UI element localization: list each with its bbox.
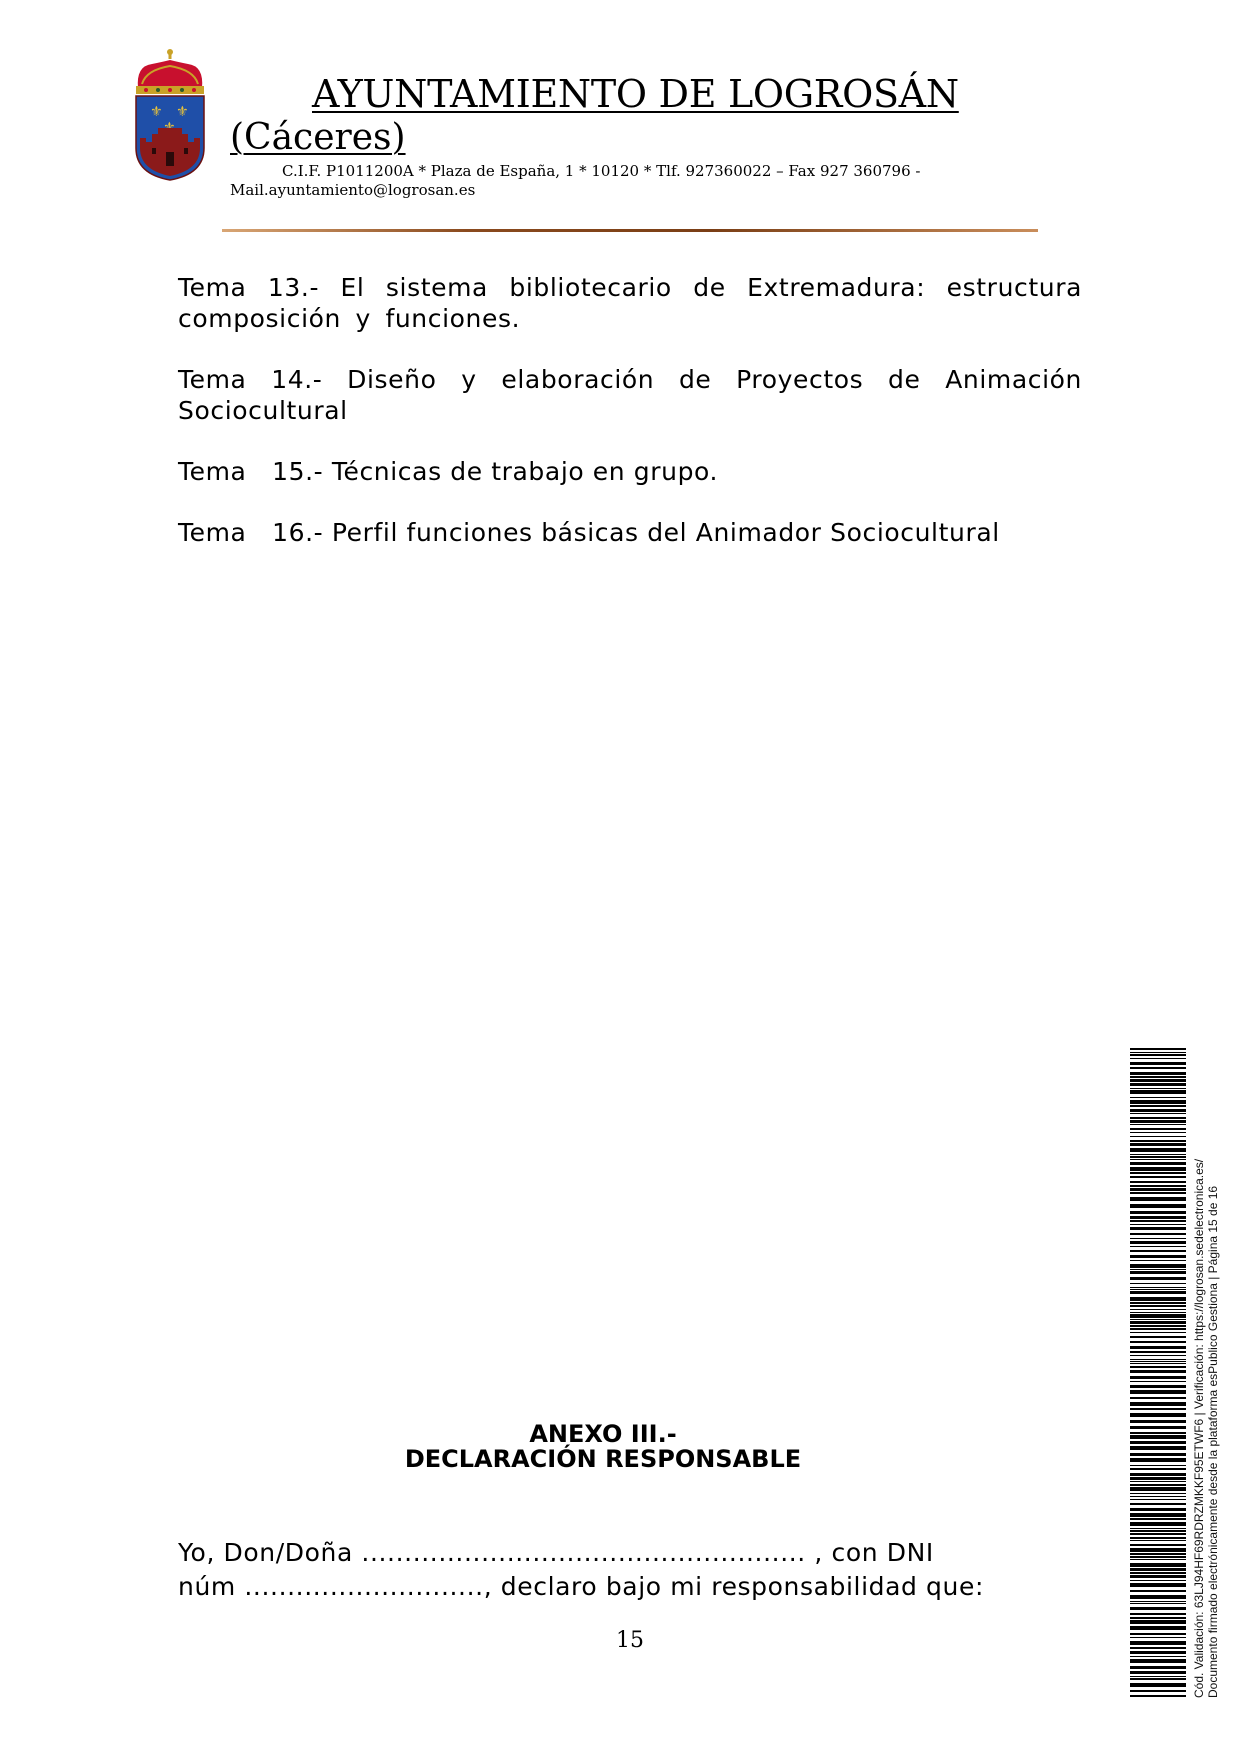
header-divider	[222, 229, 1038, 232]
annex-subtitle: DECLARACIÓN RESPONSABLE	[404, 1445, 802, 1473]
coat-of-arms-icon	[132, 48, 208, 182]
svg-text:⚜: ⚜	[150, 104, 163, 120]
validation-stamp	[1192, 1048, 1222, 1698]
topic-label-word: Tema	[178, 518, 247, 547]
declaration-line-2: núm ............................, declaro bajo mi responsabilidad que:	[178, 1572, 984, 1601]
svg-text:⚜: ⚜	[176, 104, 189, 120]
header-contact: C.I.F. P1011200A * Plaza de España, 1 * 10120 * Tlf. 927360022 – Fax 927 360796 -	[282, 162, 921, 180]
header-mail: Mail.ayuntamiento@logrosan.es	[230, 181, 476, 199]
annex-title: ANEXO III.-	[529, 1420, 677, 1448]
topic-14	[178, 364, 1082, 426]
topic-15	[178, 456, 1082, 487]
topic-label-num: 15.-	[272, 457, 324, 486]
declaration-line-1: Yo, Don/Doña .................................................... , con DNI	[178, 1538, 934, 1567]
validation-line-2: Documento firmado electrónicamente desde la plataforma esPublico Gestiona | Página 15 de 16	[1206, 1185, 1220, 1698]
topic-16	[178, 517, 1082, 548]
page-number: 15	[616, 1628, 644, 1653]
topic-text: Técnicas de trabajo en grupo.	[331, 457, 719, 486]
topic-label: Tema 13.-	[178, 273, 320, 302]
topic-text: Perfil funciones básicas del Animador Sociocultural	[331, 518, 1000, 547]
validation-line-1: Cód. Validación: 63LJ94HF69RDRZMKKF95ETWF6 | Verificación: https://logrosan.sedelectronica.es/	[1192, 1158, 1206, 1698]
topic-text: Diseño y elaboración de Proyectos de Animación Sociocultural	[178, 365, 1082, 425]
topic-label-word: Tema	[178, 457, 247, 486]
topic-text: El sistema bibliotecario de Extremadura: estructura composición y funciones.	[178, 273, 1082, 333]
topic-label-num: 16.-	[272, 518, 324, 547]
topic-label: Tema 14.-	[178, 365, 323, 394]
header-title: AYUNTAMIENTO DE LOGROSÁN	[312, 72, 959, 116]
barcode-icon	[1130, 1048, 1186, 1698]
header-subtitle: (Cáceres)	[230, 117, 406, 158]
topic-13	[178, 272, 1082, 334]
